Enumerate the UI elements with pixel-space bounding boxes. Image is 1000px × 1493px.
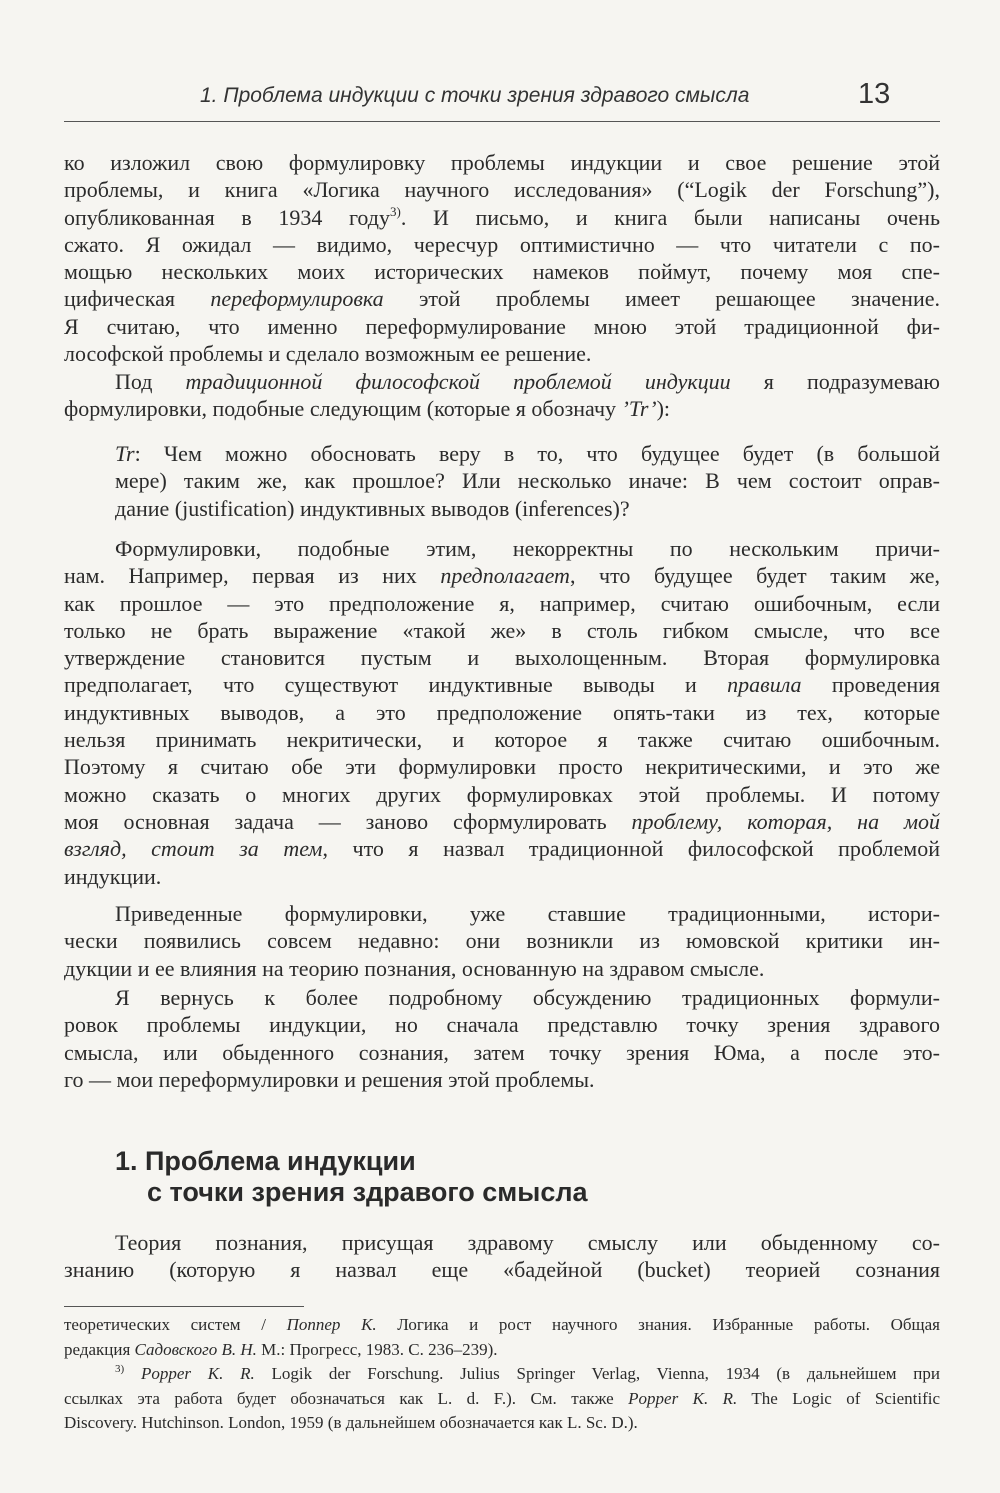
text-line <box>64 726 940 753</box>
text-run: мере) таким же, как прошлое? Или несколько иначе: В чем состоит оправ- <box>115 468 940 494</box>
running-head: 1. Проблема индукции с точки зрения здравого смысла <box>200 84 750 107</box>
italic-run: взгляд, стоит за тем <box>64 836 323 862</box>
text-run: проблемы, и книга «Логика научного исследования» (“Logik der Forschung”), <box>64 177 940 203</box>
footnote-ref: 3) <box>115 1363 125 1376</box>
text-run: редакция <box>64 1339 135 1359</box>
text-run: как прошлое — это предположение я, например, считаю ошибочным, если <box>64 590 940 616</box>
text-line <box>64 955 940 982</box>
italic-run: переформулировка <box>210 286 384 312</box>
italic-run: традиционной философской проблемой индукции <box>185 369 731 394</box>
text-run: . И письмо, и книга были написаны очень <box>400 204 940 230</box>
text-run: Теория познания, присущая здравому смыслу или обыденному со- <box>115 1230 940 1255</box>
text-run: моя основная задача — заново сформулировать <box>64 808 632 834</box>
italic-run: Садовского В. Н. <box>134 1339 257 1359</box>
footnote-rule <box>64 1306 304 1307</box>
text-run: проведения <box>801 672 940 698</box>
text-run: индукции. <box>64 863 162 889</box>
text-run: Приведенные формулировки, уже ставшие традиционными, истори- <box>115 901 940 926</box>
italic-run: Popper K. R. <box>140 1364 255 1384</box>
text-run: цифическая <box>64 286 211 312</box>
text-run: ровок проблемы индукции, но сначала представлю точку зрения здравого <box>64 1012 940 1038</box>
text-line <box>64 340 940 367</box>
paragraph <box>64 1229 940 1284</box>
text-line <box>64 313 940 340</box>
text-line <box>64 617 940 644</box>
text-line <box>64 1229 940 1256</box>
text-run: Я вернусь к более подробному обсуждению традиционных формули- <box>115 985 940 1010</box>
text-run: только не брать выражение «такой же» в столь гибком смысле, что все <box>64 617 940 643</box>
text-run: сжато. Я ожидал — видимо, чересчур оптимистично — что читатели с по- <box>64 231 940 257</box>
text-line <box>64 1313 940 1338</box>
text-run: М.: Прогресс, 1983. С. 236–239). <box>256 1339 498 1359</box>
text-line <box>64 285 940 312</box>
text-line <box>64 1066 940 1093</box>
italic-run: Tr <box>115 441 135 466</box>
italic-run: Поппер К. <box>286 1315 377 1334</box>
italic-run: Popper K. R. <box>628 1388 738 1408</box>
italic-run: правила <box>727 672 802 698</box>
text-run: ): <box>656 396 671 422</box>
text-run: чески появились совсем недавно: они возникли из юмовской критики ин- <box>64 928 940 954</box>
text-run: го — мои переформулировки и решения этой проблемы. <box>64 1066 595 1092</box>
text-run: знанию (которую я назвал еще «бадейной (bucket) теорией сознания <box>64 1257 940 1283</box>
text-run: предполагает, что существуют индуктивные выводы и <box>64 672 728 698</box>
text-run: можно сказать о многих других формулировках этой проблемы. И потому <box>64 781 940 807</box>
text-line <box>64 395 940 422</box>
text-run: Под <box>115 369 186 394</box>
paragraph <box>64 368 940 423</box>
text-line <box>64 1411 940 1436</box>
page-number: 13 <box>858 78 891 110</box>
text-run: формулировки, подобные следующим (которые я обозначу <box>64 396 622 422</box>
text-line <box>64 1387 940 1412</box>
text-run: , что я назвал традиционной философской проблемой <box>322 836 940 862</box>
text-run: : Чем можно обосновать веру в то, что будущее будет (в большой <box>134 441 940 466</box>
text-run: утверждение становится пустым и выхолощенным. Вторая формулировка <box>64 645 940 671</box>
section-title-line-1: 1. Проблема индукции <box>115 1146 416 1176</box>
text-run: Я считаю, что именно переформулирование мною этой традиционной фи- <box>64 313 940 339</box>
text-line <box>64 863 940 890</box>
text-run: Поэтому я считаю обе эти формулировки просто некритическими, и это же <box>64 754 940 780</box>
text-line <box>64 590 940 617</box>
quoted-formulation <box>115 440 940 522</box>
italic-run: ’Tr’ <box>621 396 657 422</box>
text-run: Discovery. Hutchinson. London, 1959 (в дальнейшем обозначается как L. Sc. D.). <box>64 1413 638 1433</box>
footnote-ref: 3) <box>390 203 401 219</box>
paragraph <box>64 984 940 1093</box>
text-run: теоретических систем / <box>64 1315 287 1334</box>
text-line <box>64 368 940 395</box>
italic-run: предполагает <box>440 563 570 589</box>
text-run: индуктивных выводов, а это предположение опять-таки из тех, которые <box>64 699 940 725</box>
text-line <box>64 984 940 1011</box>
text-line <box>64 1011 940 1038</box>
footnotes <box>64 1313 940 1436</box>
paragraph <box>64 535 940 890</box>
text-run: дание (justification) индуктивных выводов (inferences)? <box>115 495 630 521</box>
text-line <box>64 835 940 862</box>
text-line <box>64 176 940 203</box>
text-run: ко изложил свою формулировку проблемы индукции и свое решение этой <box>64 150 940 175</box>
text-line <box>64 1256 940 1283</box>
text-line <box>64 1039 940 1066</box>
text-run <box>124 1364 141 1383</box>
text-run: дукции и ее влияния на теорию познания, основанную на здравом смысле. <box>64 955 765 981</box>
text-line <box>64 1338 940 1363</box>
text-line <box>64 644 940 671</box>
text-line <box>115 467 940 494</box>
text-run: смысла, или обыденного сознания, затем точку зрения Юма, а после это- <box>64 1039 940 1065</box>
text-run: этой проблемы имеет решающее значение. <box>383 286 940 312</box>
text-run: я подразумеваю <box>730 369 940 394</box>
text-run: ссылках эта работа будет обозначаться как L. d. F.). См. также <box>64 1388 629 1408</box>
text-line <box>64 149 940 176</box>
paragraph <box>64 900 940 982</box>
text-line <box>115 440 940 467</box>
text-run: нельзя принимать некритически, и которое я также считаю ошибочным. <box>64 727 940 753</box>
text-line <box>64 535 940 562</box>
text-run: , что будущее будет таким же, <box>569 563 940 589</box>
text-line <box>64 562 940 589</box>
text-line <box>64 699 940 726</box>
text-run: Формулировки, подобные этим, некорректны по нескольким причи- <box>115 536 940 561</box>
italic-run: проблему, которая, на мой <box>631 808 940 834</box>
section-title <box>115 1146 588 1208</box>
text-line <box>64 204 940 231</box>
text-run: лософской проблемы и сделало возможным ее решение. <box>64 341 592 367</box>
header-rule <box>64 121 940 122</box>
text-line <box>64 927 940 954</box>
text-line <box>64 671 940 698</box>
text-run: Logik der Forschung. Julius Springer Verlag, Vienna, 1934 (в дальнейшем при <box>254 1364 940 1384</box>
text-line <box>115 495 940 522</box>
paragraph <box>64 149 940 367</box>
text-run: The Logic of Scientific <box>737 1388 940 1408</box>
text-line <box>64 1362 940 1387</box>
section-title-line-2: с точки зрения здравого смысла <box>147 1177 588 1207</box>
text-line <box>64 781 940 808</box>
text-line <box>64 258 940 285</box>
text-run: Логика и рост научного знания. Избранные работы. Общая <box>376 1315 940 1334</box>
text-run: мощью нескольких моих исторических намеков поймут, почему моя спе- <box>64 259 940 285</box>
text-run: нам. Например, первая из них <box>64 563 441 589</box>
text-line <box>64 753 940 780</box>
text-run: опубликованная в 1934 году <box>64 204 390 230</box>
text-line <box>64 808 940 835</box>
text-line <box>64 900 940 927</box>
text-line <box>64 231 940 258</box>
